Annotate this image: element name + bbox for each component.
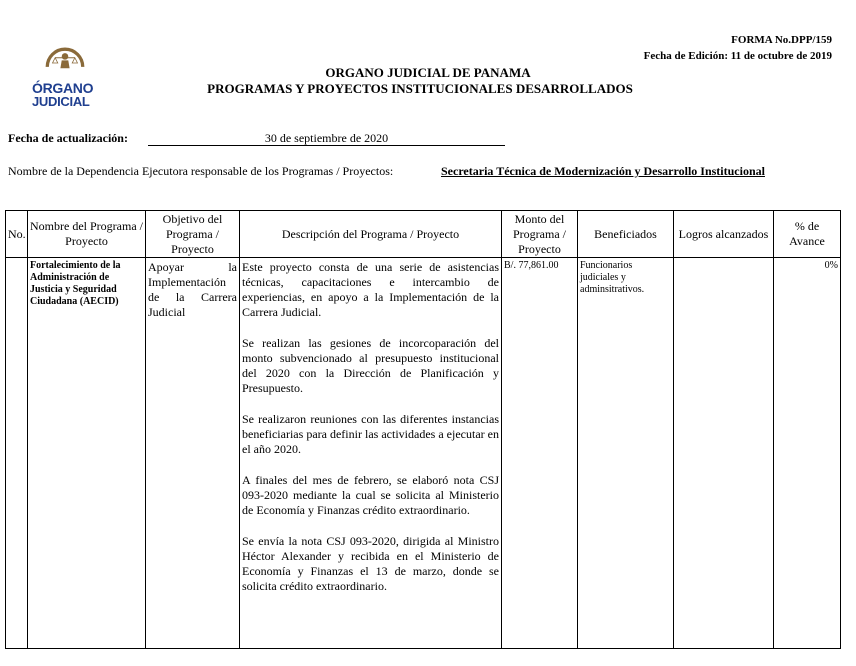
table-header-row [6, 211, 841, 258]
update-date-label: Fecha de actualización: [8, 131, 128, 145]
description-paragraph: Este proyecto consta de una serie de asistencias técnicas, capacitaciones e intercambio de experiencias, en apoyo a la Implementación de la Carrera Judicial. [242, 260, 499, 319]
document-subtitle: PROGRAMAS Y PROYECTOS INSTITUCIONALES DESARROLLADOS [207, 81, 633, 96]
logo-text-judicial: JUDICIAL [32, 94, 90, 109]
cell-monto: B/. 77,861.00 [502, 258, 578, 649]
dependency-label: Nombre de la Dependencia Ejecutora responsable de los Programas / Proyectos: [8, 164, 394, 178]
form-number: FORMA No.DPP/159 [731, 34, 832, 46]
description-paragraph: A finales del mes de febrero, se elaboró nota CSJ 093-2020 mediante la cual se solicita al Ministerio de Economía y Finanzas crédito extraordinario. [242, 473, 499, 517]
edition-date: Fecha de Edición: 11 de octubre de 2019 [643, 50, 832, 62]
cell-nombre: Fortalecimiento de la Administración de Justicia y Seguridad Ciudadana (AECID) [28, 258, 146, 649]
cell-objetivo: Apoyar la Implementación de la Carrera Judicial [146, 258, 240, 649]
header-avance: % de Avance [774, 211, 841, 258]
header-nombre: Nombre del Programa / Proyecto [28, 211, 146, 258]
dependency-value: Secretaria Técnica de Modernización y Desarrollo Institucional [441, 164, 765, 178]
header-objetivo: Objetivo del Programa / Proyecto [146, 211, 240, 258]
header-beneficiados: Beneficiados [578, 211, 674, 258]
header-monto: Monto del Programa / Proyecto [502, 211, 578, 258]
cell-avance: 0% [774, 258, 841, 649]
cell-logros [674, 258, 774, 649]
header-descripcion: Descripción del Programa / Proyecto [240, 211, 502, 258]
cell-no [6, 258, 28, 649]
logo-text-organo: ÓRGANO [32, 80, 94, 96]
description-paragraph: Se realizaron reuniones con las diferentes instancias beneficiarias para definir las actividades a ejecutar en el año 2020. [242, 412, 499, 456]
document-title: ORGANO JUDICIAL DE PANAMA [325, 65, 531, 80]
description-paragraph: Se envía la nota CSJ 093-2020, dirigida al Ministro Héctor Alexander y recibida en el Ministerio de Economía y Finanzas el 13 de marzo, donde se solicita crédito extraordinario. [242, 534, 499, 593]
table-row [6, 258, 841, 649]
cell-descripcion [240, 258, 502, 649]
cell-beneficiados: Funcionarios judiciales y adminsitrativos. [578, 258, 674, 649]
header-logros: Logros alcanzados [674, 211, 774, 258]
update-date-value: 30 de septiembre de 2020 [264, 131, 389, 145]
description-paragraph: Se realizan las gesiones de incorcoparación del monto subvencionado al presupuesto institucional del 2020 con la Dirección de Planificación y Presupuesto. [242, 336, 499, 395]
programs-table [5, 210, 841, 649]
header-no: No. [6, 211, 28, 258]
